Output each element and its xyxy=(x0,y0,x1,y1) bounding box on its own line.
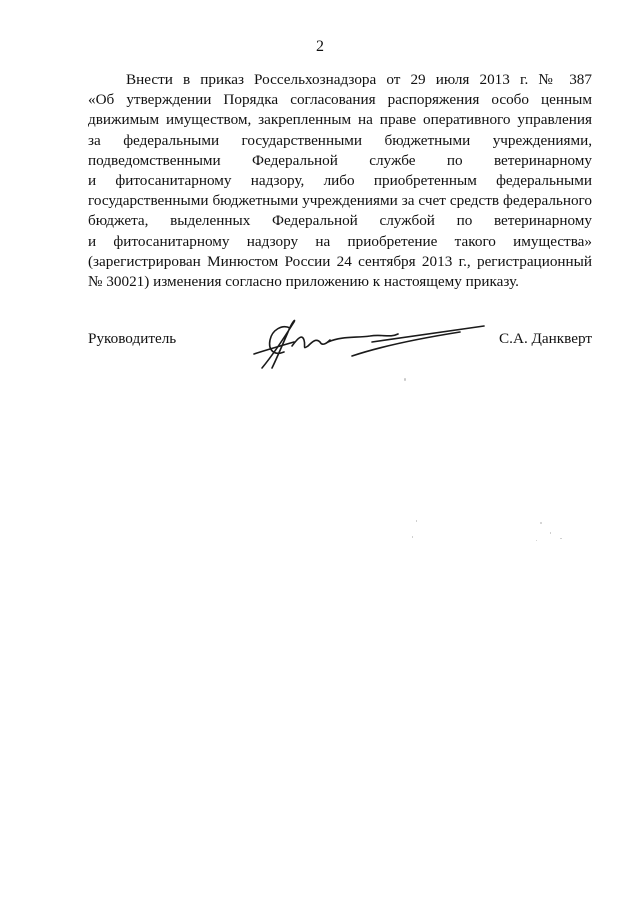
body-line: государственными бюджетными учреждениями за счет средств федерального xyxy=(88,192,592,210)
scan-speck xyxy=(560,538,562,539)
body-line: за федеральными государственными бюджетными учреждениями, xyxy=(88,131,592,149)
scan-speck xyxy=(536,540,537,541)
scan-speck xyxy=(416,520,417,522)
body-line-last: № 30021) изменения согласно приложению к настоящему приказу. xyxy=(88,273,519,291)
body-line: «Об утверждении Порядка согласования распоряжения особо ценным xyxy=(88,91,592,109)
body-line: подведомственными Федеральной службе по ветеринарному xyxy=(88,151,592,169)
signatory-name: С.А. Данкверт xyxy=(499,330,592,347)
body-line: и фитосанитарному надзору на приобретение такого имущества» xyxy=(88,232,592,250)
body-line: движимым имуществом, закрепленным на праве оперативного управления xyxy=(88,111,592,129)
body-line: (зарегистрирован Минюстом России 24 сентября 2013 г., регистрационный xyxy=(88,252,592,270)
signature-block xyxy=(88,330,592,370)
scan-speck xyxy=(550,532,551,534)
signatory-title: Руководитель xyxy=(88,330,177,347)
scan-speck xyxy=(540,522,542,524)
scan-speck xyxy=(412,536,413,538)
body-line: Внести в приказ Россельхознадзора от 29 июля 2013 г. № 387 xyxy=(126,71,592,88)
page-number: 2 xyxy=(316,38,324,55)
order-body-text xyxy=(88,70,592,292)
body-line: бюджета, выделенных Федеральной службой по ветеринарному xyxy=(88,212,592,230)
body-line: и фитосанитарному надзору, либо приобретенным федеральными xyxy=(88,172,592,190)
scan-speck xyxy=(404,378,406,381)
